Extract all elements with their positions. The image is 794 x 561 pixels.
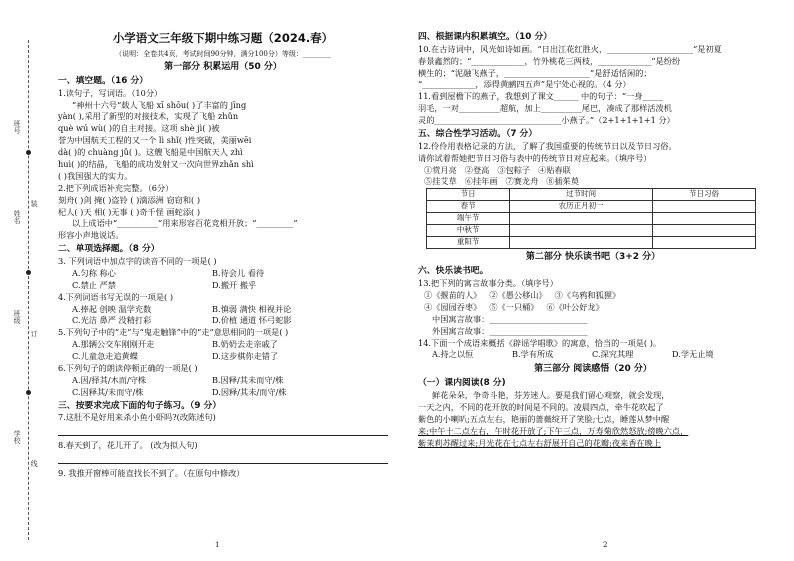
q4-options [58,304,388,316]
q1-line: yàn( ),采用了新型的对接技术，实现了飞船 zhǔn [58,111,239,122]
option[interactable]: C.因释其/未而守/株 [72,386,144,397]
q10-line: 10.在古诗词中，风光如诗如画。“日出江花红胜火，_____________________”是初夏 [418,43,722,54]
q7-prompt: 7.这肚不是好用来杀小鱼小虾吗?(改陈述句) [58,412,216,423]
option[interactable]: A.匀称 称心 [72,267,116,278]
answer-line[interactable] [58,454,388,464]
q14-options [418,349,768,361]
fable-item: ⑤《一只桶》 [489,301,539,312]
q1-line: huì( )的结晶，飞船的成功发射又一次向世界zhǎn shì [58,158,254,169]
q4-prompt: 4.下列词语书写无误的一项是( ) [58,291,174,302]
section4-heading: 四、根据课内积累填空。（10 分） [418,32,553,42]
custom-item: ②登高 [464,164,490,175]
option[interactable]: A.那辆公交车刚刚开走 [72,339,155,350]
passage-line: 紫色的小喇叭;五点左右，艳丽的蔷薇绽开了笑脸;七点，睡莲从梦中醒 [418,413,670,424]
q12-line: 请你试着帮她把节日习俗与表中的传统节日对应起来。（填序号） [418,152,652,163]
passage-line: 鲜花朵朵，争奇斗艳，芬芳迷人。要是我们留心观察，就会发现， [432,390,670,401]
reading-heading: （一）课内阅读(8 分) [418,378,506,389]
binding-dot [26,390,31,395]
q13-chinese-answer[interactable]: 中国寓言故事：________________________ [432,313,588,324]
q1-line: què wú wù( )的自主对接。这项 shè jì( )被 [58,123,220,134]
q2-line: 刻舟( )剑 掩( )盗铃 ( )滴添洲 窃窃和( ) [58,194,201,205]
table-header: 节日 [427,189,510,201]
option[interactable]: B.学有所成 [512,349,554,360]
label-school: 学校 [13,430,22,444]
q13-foreign-answer[interactable]: 外国寓言故事：________________________ [432,325,588,336]
passage-line: 一天之内，不同的花开放的时间是不同的。凌晨四点，牵牛花吹起了 [418,402,664,413]
table-cell: 重阳节 [427,237,510,249]
table-cell: 春节 [427,201,510,213]
option[interactable]: B.奶奶去走亲戚了 [212,339,278,350]
fable-item: ⑥《叶公好龙》 [546,301,604,312]
option[interactable]: B.待会儿 看待 [212,267,265,278]
table-cell[interactable] [510,237,653,249]
option[interactable]: B.慎弱 满快 相视并论 [212,303,292,314]
fable-list [418,290,768,302]
q1-prompt: 1.读句子，写词语。（10分） [58,87,163,98]
label-name: 姓名 [13,210,22,224]
section3-heading: 三、按要求完成下面的句子练习。（9 分） [58,400,222,411]
label-class: 班级 [13,310,22,324]
q14-prompt: 14.下面一个成语来概括《辟谣学唱歌》的寓意，恰当的一项是( )。 [418,337,662,348]
table-row [427,201,756,213]
q12-line: 12.伶伶用表格记录的方法，了解了我国重要的传统节日以及节日习俗。 [418,140,677,151]
table-cell[interactable] [510,213,653,225]
answer-line[interactable] [58,426,388,436]
table-cell: 农历正月初一 [510,201,653,213]
q5-options [58,351,388,363]
seal-char: 装 [30,200,39,207]
passage-line: 紫茉莉苏醒过来;月光花在七点左右舒展开自己的花瓣;夜来香在晚上 [418,437,661,448]
q2-tail: 以上成语中“__________”用来形容百花竞相开放；“_________” [72,218,298,229]
q1-line: ( )我国强大的实力。 [58,170,133,181]
festival-table [426,188,756,249]
custom-item: ③包粽子 [497,164,531,175]
table-row [427,213,756,225]
q8-prompt: 8.春天到了，花儿开了。 (改为拟人句) [58,440,198,451]
q6-options [58,387,388,399]
q1-line: 誉为中国航天工程的又一个 lì shǐ( )性突破，美丽wēi [58,135,252,146]
table-cell: 端午节 [427,213,510,225]
binding-dot [26,270,31,275]
section5-heading: 五、综合性学习活动。（7 分） [418,128,538,139]
option[interactable]: C.深究其理 [592,349,634,360]
custom-item: ⑥挂年画 [464,176,498,187]
option[interactable]: D.学无止境 [672,349,714,360]
q11-line: 灵的_______________________________小燕子。”（2+1+1+1+1 分） [418,115,675,126]
custom-item: ⑧插茱萸 [546,176,580,187]
q9-prompt: 9. 我推开窗棒可能直找长不到了。（在原句中修改） [58,468,245,479]
fable-item: ①《揠苗的人》 [424,289,482,300]
page-right [418,30,768,450]
exam-note: （说明：全卷共4页，考试时间90分钟，满分100分）等级：________ [115,49,331,58]
option[interactable]: D.搬开 搬乎 [212,279,257,290]
q1-line: dà( )的 chuàng jǔ( )。这艘飞船是中国航天人 zhì [58,147,243,158]
q3-prompt: 3. 下列词语中加点字的读音不同的一项是( ) [58,255,217,266]
q13-prompt: 13.把下列的寓言故事分类。（填序号） [418,278,558,289]
part1-heading: 第一部分 积累运用（50 分） [164,61,282,72]
fable-list [418,302,768,314]
customs-list [418,165,768,177]
seal-char: 线 [30,460,39,467]
q11-line: 11.看到屋檐下的燕子，我想到了课文______ 中的句子：“一身_____ [418,91,663,102]
q5-prompt: 5.下列句子中的“走”与“鬼走触锋”中的“走”意思相同的一项是( ) [58,327,289,338]
section1-heading: 一、填空题。（16 分） [58,75,149,86]
q2-prompt: 2.把下列成语补充完整。（6分） [58,182,174,193]
table-cell: 中秋节 [427,225,510,237]
part3-heading: 第三部分 阅读感悟（20 分） [534,364,652,375]
option[interactable]: C.儿童急走追黄蝶 [72,351,138,362]
page-left [58,30,388,480]
option[interactable]: C.禁止 严禁 [72,279,116,290]
page-number: 2 [603,541,608,549]
table-cell[interactable] [652,225,755,237]
label-seat: 班号 [13,120,22,134]
q5-options [58,339,388,351]
table-row [427,225,756,237]
binding-margin [0,0,42,561]
custom-item: ④贴春联 [538,164,571,175]
table-header-row [427,189,756,201]
custom-item: ①赏月亮 [424,164,457,175]
q4-options [58,315,388,327]
q6-options [58,375,388,387]
customs-list [418,176,768,188]
q11-line: 羽毛，一对__________超航，加上__________尾巴，凑成了那样活泼机 [418,103,672,114]
q10-line: 春景鑫然的；“_____________，竹外桃花三两枝，_____________”是纷纷 [418,55,681,66]
table-cell[interactable] [652,237,755,249]
table-header: 节日习俗 [652,189,755,201]
page-number: 1 [215,541,220,549]
table-cell[interactable] [652,201,755,213]
table-cell[interactable] [510,225,653,237]
q10-line: 横生的；“泥融飞燕子，_____________________”是舒适恬闲的； [418,67,652,78]
option[interactable]: A.持之以恒 [432,349,474,360]
table-row [427,237,756,249]
fable-item: ④《园园吞枣》 [424,301,482,312]
option[interactable]: A.捧起 创映 温学充数 [72,303,152,314]
q2-tail: 形容小声地说话。 [58,230,124,241]
q2-line: 杞人( )天 相( )无事 ( )奇千怪 画蛇添( ) [58,206,201,217]
option[interactable]: D.价植 通道 怀弓蛇影 [212,315,292,326]
custom-item: ⑦赛龙舟 [505,176,539,187]
table-cell[interactable] [652,213,755,225]
exam-title: 小学语文三年级下期中练习题（2024.春） [112,31,334,45]
q10-line: “_____________，添得黄鹂四五声”是宁处心视的。（4 分） [418,79,631,90]
option[interactable]: C.光洁 鼻严 没精打彩 [72,315,152,326]
part2-heading: 第二部分 快乐读书吧（3+2 分） [525,252,661,263]
binding-dot [26,150,31,155]
fable-item: ③《乌鸦和狐狸》 [554,289,621,300]
option[interactable]: D.这步棋你走错了 [212,351,279,362]
q6-prompt: 6.下列句子的朗读停顿正确的一项是( ) [58,362,198,373]
table-header: 过节时间 [510,189,653,201]
option[interactable]: D.因释/其未/而守/株 [212,386,287,397]
seal-char: 订 [30,330,39,337]
q1-line: “神州十六号”载人飞船 xī shōu( )了丰富的 jīng [72,99,247,110]
passage-line: 来;中午十二点左右，午时花开放了;下午三点，万寿菊欣然怒放;傍晚六点， [418,425,689,436]
q3-options [58,280,388,292]
option[interactable]: B.因释/其未而守/株 [212,374,284,385]
section6-heading: 六、快乐读书吧。 [418,266,489,277]
q3-options [58,268,388,280]
section2-heading: 二、单项选择题。（8 分） [58,244,160,255]
option[interactable]: A.因/择其/木而/守株 [72,374,147,385]
fable-item: ②《愚公移山》 [489,289,547,300]
custom-item: ⑤挂艾草 [424,176,457,187]
